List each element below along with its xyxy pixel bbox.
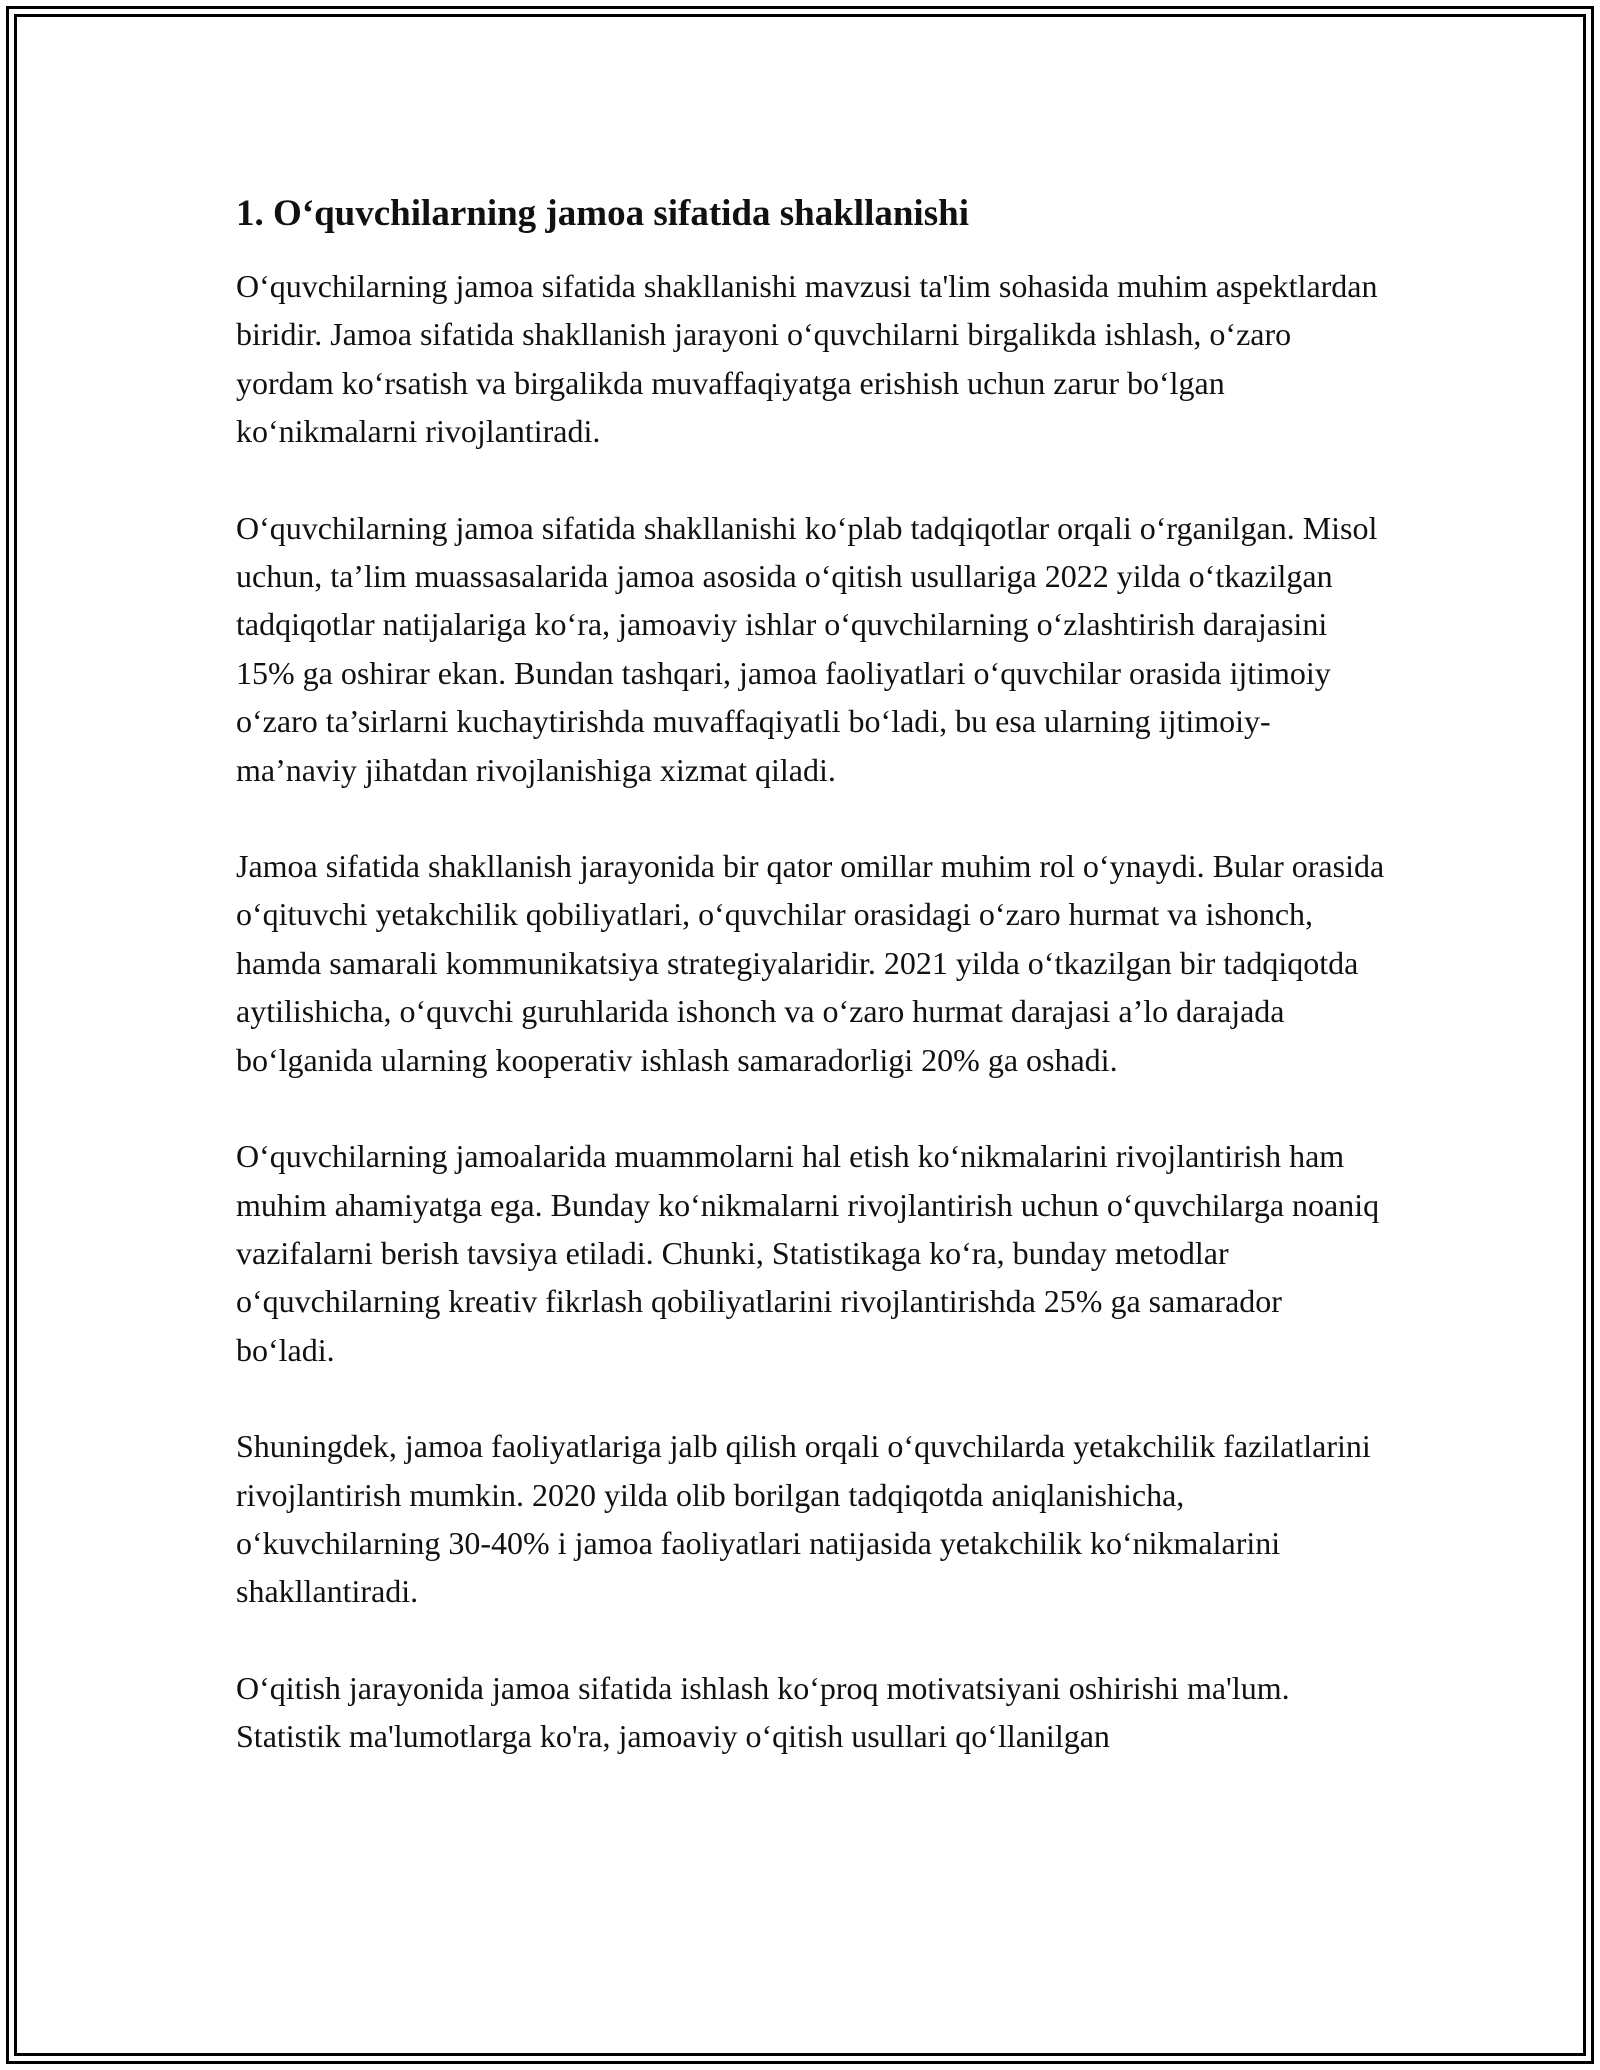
- section-heading: 1. O‘quvchilarning jamoa sifatida shakllanishi: [236, 193, 969, 234]
- paragraph: O‘quvchilarning jamoa sifatida shakllanishi mavzusi ta'lim sohasida muhim aspektlardan biridir. Jamoa sifatida shakllanish jarayoni o‘quvchilarni birgalikda ishlash, o‘zaro yordam ko‘rsatish va birgalikda muvaffaqiyatga erishish uchun zarur bo‘lgan ko‘nikmalarni rivojlantiradi.: [236, 268, 1378, 450]
- paragraph: O‘quvchilarning jamoalarida muammolarni hal etish ko‘nikmalarini rivojlantirish ham muhim ahamiyatga ega. Bunday ko‘nikmalarni rivojlantirish uchun o‘quvchilarga noaniq vazifalarni berish tavsiya etiladi. Chunki, Statistikaga ko‘ra, bunday metodlar o‘quvchilarning kreativ fikrlash qobiliyatlarini rivojlantirishda 25% ga samarador bo‘ladi.: [236, 1138, 1380, 1368]
- paragraph: Shuningdek, jamoa faoliyatlariga jalb qilish orqali o‘quvchilarda yetakchilik fazilatlarini rivojlantirish mumkin. 2020 yilda olib borilgan tadqiqotda aniqlanishicha, o‘kuvchilarning 30-40% i jamoa faoliyatlari natijasida yetakchilik ko‘nikmalarini shakllantiradi.: [236, 1428, 1371, 1610]
- paragraph: O‘quvchilarning jamoa sifatida shakllanishi ko‘plab tadqiqotlar orqali o‘rganilgan. Misol uchun, ta’lim muassasalarida jamoa asosida o‘qitish usullariga 2022 yilda o‘tkazilgan tadqiqotlar natijalariga ko‘ra, jamoaviy ishlar o‘quvchilarning o‘zlashtirish darajasini 15% ga oshirar ekan. Bundan tashqari, jamoa faoliyatlari o‘quvchilar orasida ijtimoiy o‘zaro ta’sirlarni kuchaytirishda muvaffaqiyatli bo‘ladi, bu esa ularning ijtimoiy-ma’naviy jihatdan rivojlanishiga xizmat qiladi.: [236, 509, 1378, 788]
- document-body: [236, 188, 1386, 1809]
- paragraph: O‘qitish jarayonida jamoa sifatida ishlash ko‘proq motivatsiyani oshirishi ma'lum. Statistik ma'lumotlarga ko'ra, jamoaviy o‘qitish usullari qo‘llanilgan: [236, 1669, 1290, 1755]
- paragraph: Jamoa sifatida shakllanish jarayonida bir qator omillar muhim rol o‘ynaydi. Bular orasida o‘qituvchi yetakchilik qobiliyatlari, o‘quvchilar orasidagi o‘zaro hurmat va ishonch, hamda samarali kommunikatsiya strategiyalaridir. 2021 yilda o‘tkazilgan bir tadqiqotda aytilishicha, o‘quvchi guruhlarida ishonch va o‘zaro hurmat darajasi a’lo darajada bo‘lganida ularning kooperativ ishlash samaradorligi 20% ga oshadi.: [236, 848, 1385, 1078]
